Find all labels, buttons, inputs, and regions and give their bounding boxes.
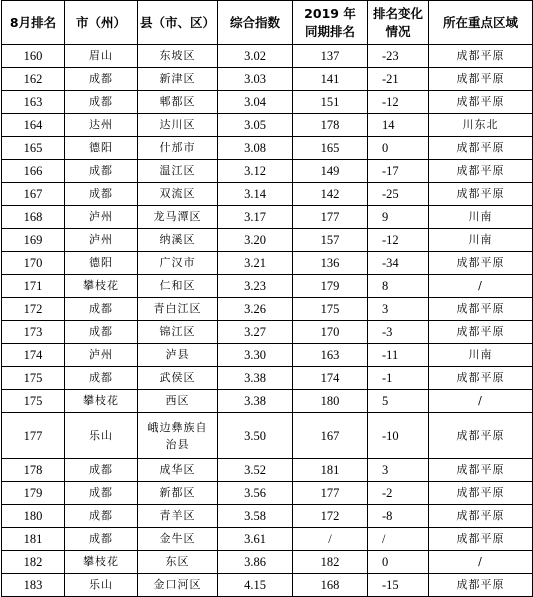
county-cell: 武侯区 bbox=[138, 367, 218, 390]
header-rank-aug: 8月排名 bbox=[2, 1, 65, 45]
region-cell: 川东北 bbox=[429, 114, 533, 137]
county-cell: 金口河区 bbox=[138, 574, 218, 597]
rank-cell: 173 bbox=[2, 321, 65, 344]
table-row bbox=[2, 321, 533, 344]
index-cell: 3.23 bbox=[218, 275, 293, 298]
region-cell: 成都平原 bbox=[429, 321, 533, 344]
rank-cell: 170 bbox=[2, 252, 65, 275]
region-cell: 成都平原 bbox=[429, 505, 533, 528]
city-cell: 泸州 bbox=[65, 344, 138, 367]
county-cell: 锦江区 bbox=[138, 321, 218, 344]
rank-cell: 179 bbox=[2, 482, 65, 505]
prev-rank-cell: / bbox=[293, 528, 368, 551]
index-cell: 3.03 bbox=[218, 68, 293, 91]
rank-cell: 160 bbox=[2, 45, 65, 68]
header-index: 综合指数 bbox=[218, 1, 293, 45]
city-cell: 攀枝花 bbox=[65, 551, 138, 574]
table-row bbox=[2, 229, 533, 252]
index-cell: 3.02 bbox=[218, 45, 293, 68]
prev-rank-cell: 149 bbox=[293, 160, 368, 183]
region-cell: 成都平原 bbox=[429, 45, 533, 68]
region-cell: 成都平原 bbox=[429, 413, 533, 459]
prev-rank-cell: 177 bbox=[293, 206, 368, 229]
region-cell: / bbox=[429, 275, 533, 298]
index-cell: 3.12 bbox=[218, 160, 293, 183]
region-cell: 成都平原 bbox=[429, 298, 533, 321]
index-cell: 3.38 bbox=[218, 367, 293, 390]
rank-change-cell: 5 bbox=[368, 390, 429, 413]
ranking-table bbox=[1, 0, 533, 597]
prev-rank-cell: 136 bbox=[293, 252, 368, 275]
table-row bbox=[2, 160, 533, 183]
county-cell: 峨边彝族自治县 bbox=[138, 413, 218, 459]
county-cell: 双流区 bbox=[138, 183, 218, 206]
county-cell: 成华区 bbox=[138, 459, 218, 482]
index-cell: 3.14 bbox=[218, 183, 293, 206]
rank-change-cell: -8 bbox=[368, 505, 429, 528]
city-cell: 成都 bbox=[65, 68, 138, 91]
table-row bbox=[2, 252, 533, 275]
region-cell: 成都平原 bbox=[429, 160, 533, 183]
region-cell: 川南 bbox=[429, 229, 533, 252]
region-cell: / bbox=[429, 390, 533, 413]
city-cell: 攀枝花 bbox=[65, 275, 138, 298]
prev-rank-cell: 170 bbox=[293, 321, 368, 344]
city-cell: 乐山 bbox=[65, 574, 138, 597]
rank-cell: 180 bbox=[2, 505, 65, 528]
rank-change-cell: -15 bbox=[368, 574, 429, 597]
index-cell: 3.30 bbox=[218, 344, 293, 367]
region-cell: 成都平原 bbox=[429, 183, 533, 206]
prev-rank-cell: 177 bbox=[293, 482, 368, 505]
rank-change-cell: -23 bbox=[368, 45, 429, 68]
rank-cell: 181 bbox=[2, 528, 65, 551]
prev-rank-cell: 167 bbox=[293, 413, 368, 459]
prev-rank-cell: 168 bbox=[293, 574, 368, 597]
index-cell: 3.52 bbox=[218, 459, 293, 482]
city-cell: 泸州 bbox=[65, 206, 138, 229]
rank-cell: 175 bbox=[2, 390, 65, 413]
city-cell: 泸州 bbox=[65, 229, 138, 252]
city-cell: 成都 bbox=[65, 91, 138, 114]
table-row bbox=[2, 91, 533, 114]
county-cell: 纳溪区 bbox=[138, 229, 218, 252]
table-row bbox=[2, 367, 533, 390]
prev-rank-cell: 182 bbox=[293, 551, 368, 574]
index-cell: 3.21 bbox=[218, 252, 293, 275]
index-cell: 3.04 bbox=[218, 91, 293, 114]
header-row bbox=[2, 1, 533, 45]
county-cell: 西区 bbox=[138, 390, 218, 413]
table-row bbox=[2, 114, 533, 137]
index-cell: 3.86 bbox=[218, 551, 293, 574]
prev-rank-cell: 178 bbox=[293, 114, 368, 137]
rank-change-cell: -1 bbox=[368, 367, 429, 390]
region-cell: 成都平原 bbox=[429, 68, 533, 91]
table-row bbox=[2, 344, 533, 367]
rank-cell: 172 bbox=[2, 298, 65, 321]
rank-change-cell: / bbox=[368, 528, 429, 551]
rank-cell: 169 bbox=[2, 229, 65, 252]
prev-rank-cell: 151 bbox=[293, 91, 368, 114]
region-cell: 成都平原 bbox=[429, 528, 533, 551]
rank-cell: 163 bbox=[2, 91, 65, 114]
rank-change-cell: -11 bbox=[368, 344, 429, 367]
city-cell: 德阳 bbox=[65, 252, 138, 275]
city-cell: 成都 bbox=[65, 505, 138, 528]
header-city: 市（州） bbox=[65, 1, 138, 45]
city-cell: 眉山 bbox=[65, 45, 138, 68]
rank-cell: 182 bbox=[2, 551, 65, 574]
county-cell: 仁和区 bbox=[138, 275, 218, 298]
region-cell: / bbox=[429, 551, 533, 574]
region-cell: 川南 bbox=[429, 344, 533, 367]
city-cell: 成都 bbox=[65, 183, 138, 206]
county-cell: 泸县 bbox=[138, 344, 218, 367]
prev-rank-cell: 181 bbox=[293, 459, 368, 482]
rank-change-cell: -2 bbox=[368, 482, 429, 505]
county-cell: 金牛区 bbox=[138, 528, 218, 551]
rank-cell: 171 bbox=[2, 275, 65, 298]
prev-rank-cell: 141 bbox=[293, 68, 368, 91]
index-cell: 4.15 bbox=[218, 574, 293, 597]
prev-rank-cell: 157 bbox=[293, 229, 368, 252]
table-row bbox=[2, 183, 533, 206]
rank-cell: 168 bbox=[2, 206, 65, 229]
region-cell: 成都平原 bbox=[429, 574, 533, 597]
rank-cell: 164 bbox=[2, 114, 65, 137]
header-region: 所在重点区域 bbox=[429, 1, 533, 45]
index-cell: 3.58 bbox=[218, 505, 293, 528]
rank-change-cell: 9 bbox=[368, 206, 429, 229]
rank-cell: 178 bbox=[2, 459, 65, 482]
rank-change-cell: -21 bbox=[368, 68, 429, 91]
city-cell: 成都 bbox=[65, 482, 138, 505]
city-cell: 攀枝花 bbox=[65, 390, 138, 413]
table-body bbox=[2, 45, 533, 597]
rank-cell: 167 bbox=[2, 183, 65, 206]
region-cell: 成都平原 bbox=[429, 137, 533, 160]
county-cell: 青羊区 bbox=[138, 505, 218, 528]
table-row bbox=[2, 482, 533, 505]
prev-rank-cell: 172 bbox=[293, 505, 368, 528]
rank-change-cell: 14 bbox=[368, 114, 429, 137]
county-cell: 新津区 bbox=[138, 68, 218, 91]
table-row bbox=[2, 298, 533, 321]
prev-rank-cell: 175 bbox=[293, 298, 368, 321]
rank-cell: 162 bbox=[2, 68, 65, 91]
table-row bbox=[2, 459, 533, 482]
city-cell: 成都 bbox=[65, 160, 138, 183]
table-row bbox=[2, 574, 533, 597]
table-row bbox=[2, 505, 533, 528]
rank-change-cell: -17 bbox=[368, 160, 429, 183]
region-cell: 成都平原 bbox=[429, 482, 533, 505]
index-cell: 3.05 bbox=[218, 114, 293, 137]
county-cell: 龙马潭区 bbox=[138, 206, 218, 229]
rank-change-cell: 3 bbox=[368, 459, 429, 482]
city-cell: 达州 bbox=[65, 114, 138, 137]
region-cell: 成都平原 bbox=[429, 91, 533, 114]
rank-change-cell: -25 bbox=[368, 183, 429, 206]
index-cell: 3.27 bbox=[218, 321, 293, 344]
table-row bbox=[2, 137, 533, 160]
rank-change-cell: 0 bbox=[368, 137, 429, 160]
index-cell: 3.20 bbox=[218, 229, 293, 252]
county-cell: 温江区 bbox=[138, 160, 218, 183]
rank-cell: 174 bbox=[2, 344, 65, 367]
rank-change-cell: -34 bbox=[368, 252, 429, 275]
rank-change-cell: -12 bbox=[368, 91, 429, 114]
table-row bbox=[2, 390, 533, 413]
county-cell: 什邡市 bbox=[138, 137, 218, 160]
county-cell: 新都区 bbox=[138, 482, 218, 505]
prev-rank-cell: 180 bbox=[293, 390, 368, 413]
county-cell: 郫都区 bbox=[138, 91, 218, 114]
region-cell: 成都平原 bbox=[429, 459, 533, 482]
prev-rank-cell: 179 bbox=[293, 275, 368, 298]
rank-cell: 165 bbox=[2, 137, 65, 160]
region-cell: 川南 bbox=[429, 206, 533, 229]
city-cell: 成都 bbox=[65, 528, 138, 551]
county-cell: 达川区 bbox=[138, 114, 218, 137]
rank-change-cell: -3 bbox=[368, 321, 429, 344]
table-row bbox=[2, 413, 533, 459]
city-cell: 成都 bbox=[65, 367, 138, 390]
rank-cell: 175 bbox=[2, 367, 65, 390]
index-cell: 3.50 bbox=[218, 413, 293, 459]
rank-change-cell: 0 bbox=[368, 551, 429, 574]
county-cell: 东坡区 bbox=[138, 45, 218, 68]
rank-cell: 183 bbox=[2, 574, 65, 597]
index-cell: 3.26 bbox=[218, 298, 293, 321]
table-row bbox=[2, 551, 533, 574]
index-cell: 3.56 bbox=[218, 482, 293, 505]
rank-change-cell: -12 bbox=[368, 229, 429, 252]
table-row bbox=[2, 275, 533, 298]
index-cell: 3.08 bbox=[218, 137, 293, 160]
city-cell: 成都 bbox=[65, 321, 138, 344]
table-row bbox=[2, 206, 533, 229]
table-row bbox=[2, 528, 533, 551]
index-cell: 3.61 bbox=[218, 528, 293, 551]
header-rank-prev: 2019 年同期排名 bbox=[293, 1, 368, 45]
region-cell: 成都平原 bbox=[429, 252, 533, 275]
rank-cell: 177 bbox=[2, 413, 65, 459]
prev-rank-cell: 137 bbox=[293, 45, 368, 68]
prev-rank-cell: 174 bbox=[293, 367, 368, 390]
header-rank-change: 排名变化情况 bbox=[368, 1, 429, 45]
header-county: 县（市、区） bbox=[138, 1, 218, 45]
prev-rank-cell: 165 bbox=[293, 137, 368, 160]
city-cell: 乐山 bbox=[65, 413, 138, 459]
city-cell: 成都 bbox=[65, 459, 138, 482]
region-cell: 成都平原 bbox=[429, 367, 533, 390]
county-cell: 广汉市 bbox=[138, 252, 218, 275]
rank-cell: 166 bbox=[2, 160, 65, 183]
prev-rank-cell: 163 bbox=[293, 344, 368, 367]
city-cell: 成都 bbox=[65, 298, 138, 321]
rank-change-cell: -10 bbox=[368, 413, 429, 459]
table-row bbox=[2, 68, 533, 91]
prev-rank-cell: 142 bbox=[293, 183, 368, 206]
city-cell: 德阳 bbox=[65, 137, 138, 160]
index-cell: 3.17 bbox=[218, 206, 293, 229]
index-cell: 3.38 bbox=[218, 390, 293, 413]
table-row bbox=[2, 45, 533, 68]
county-cell: 青白江区 bbox=[138, 298, 218, 321]
rank-change-cell: 8 bbox=[368, 275, 429, 298]
county-cell: 东区 bbox=[138, 551, 218, 574]
rank-change-cell: 3 bbox=[368, 298, 429, 321]
